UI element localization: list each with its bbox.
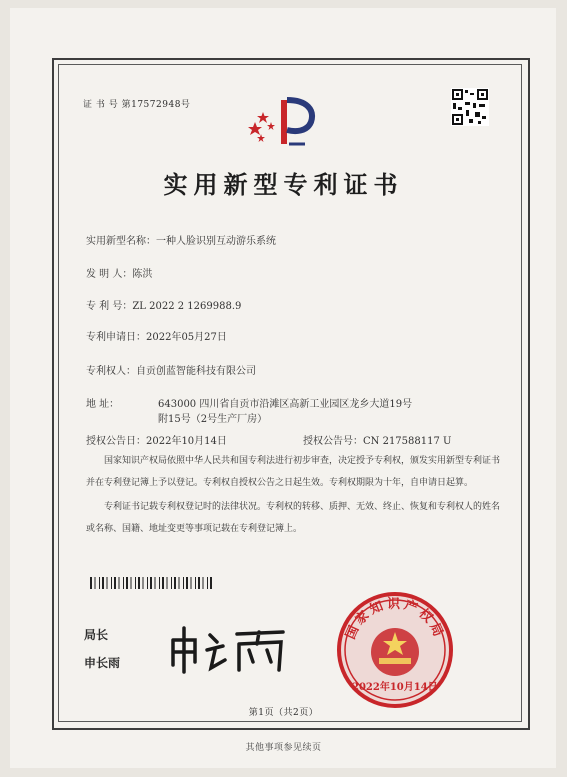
page-number: 第1页（共2页）	[248, 708, 319, 718]
utility-model-name-label: 实用新型名称：	[86, 236, 156, 247]
seal-text: 国家知识产权局	[343, 597, 447, 642]
body-paragraph-2: 专利证书记载专利权登记时的法律状况。专利权的转移、质押、无效、终止、恢复和专利权人的姓名或名称、国籍、地址变更等事项记载在专利登记簿上。	[86, 502, 501, 534]
filing-date-value: 2022年05月27日	[146, 332, 227, 343]
qr-code-icon	[451, 88, 489, 126]
inventor-row	[86, 265, 152, 280]
cert-number-label: 证 书 号	[83, 100, 119, 110]
utility-model-name-row	[86, 232, 276, 247]
grant-number-row	[303, 432, 451, 447]
cert-number-value: 第17572948号	[121, 100, 191, 110]
patentee-label: 专利权人：	[86, 366, 136, 377]
inventor-value: 陈洪	[132, 269, 153, 280]
patent-number-row	[86, 297, 241, 312]
page-title: 实用新型专利证书	[163, 171, 404, 199]
address-line-2: 附15号（2号生产厂房）	[158, 414, 268, 425]
cnipa-logo-icon	[245, 92, 325, 152]
filing-date-label: 专利申请日：	[86, 332, 146, 343]
patentee-row	[86, 362, 256, 377]
grant-date-row	[86, 432, 227, 447]
address-label: 地 址：	[86, 399, 120, 410]
footer-note: 其他事项参见续页	[245, 743, 322, 753]
grant-number-label: 授权公告号：	[303, 436, 363, 447]
director-name: 申长雨	[84, 656, 121, 670]
utility-model-name-value: 一种人脸识别互动游乐系统	[156, 236, 276, 247]
director-title: 局长	[84, 628, 109, 642]
grant-date-value: 2022年10月14日	[146, 436, 227, 447]
filing-date-row	[86, 328, 227, 343]
address-line-1: 643000 四川省自贡市沿滩区高新工业园区龙乡大道19号	[158, 399, 413, 410]
seal-date: 2022年10月14日	[352, 682, 438, 693]
handwritten-signature	[165, 620, 295, 675]
barcode-icon	[90, 577, 215, 589]
patent-number-label: 专 利 号：	[86, 301, 133, 312]
grant-number-value: CN 217588117 U	[363, 436, 452, 447]
patent-number-value: ZL 2022 2 1269988.9	[132, 301, 242, 312]
cert-number	[83, 97, 190, 110]
inventor-label: 发 明 人：	[86, 269, 133, 280]
body-paragraph-1: 国家知识产权局依照中华人民共和国专利法进行初步审查，决定授予专利权，颁发实用新型专利证书并在专利登记簿上予以登记。专利权自授权公告之日起生效。专利权期限为十年，自申请日起算。	[86, 456, 501, 488]
grant-date-label: 授权公告日：	[86, 436, 146, 447]
patentee-value: 自贡创蓝智能科技有限公司	[136, 366, 256, 377]
